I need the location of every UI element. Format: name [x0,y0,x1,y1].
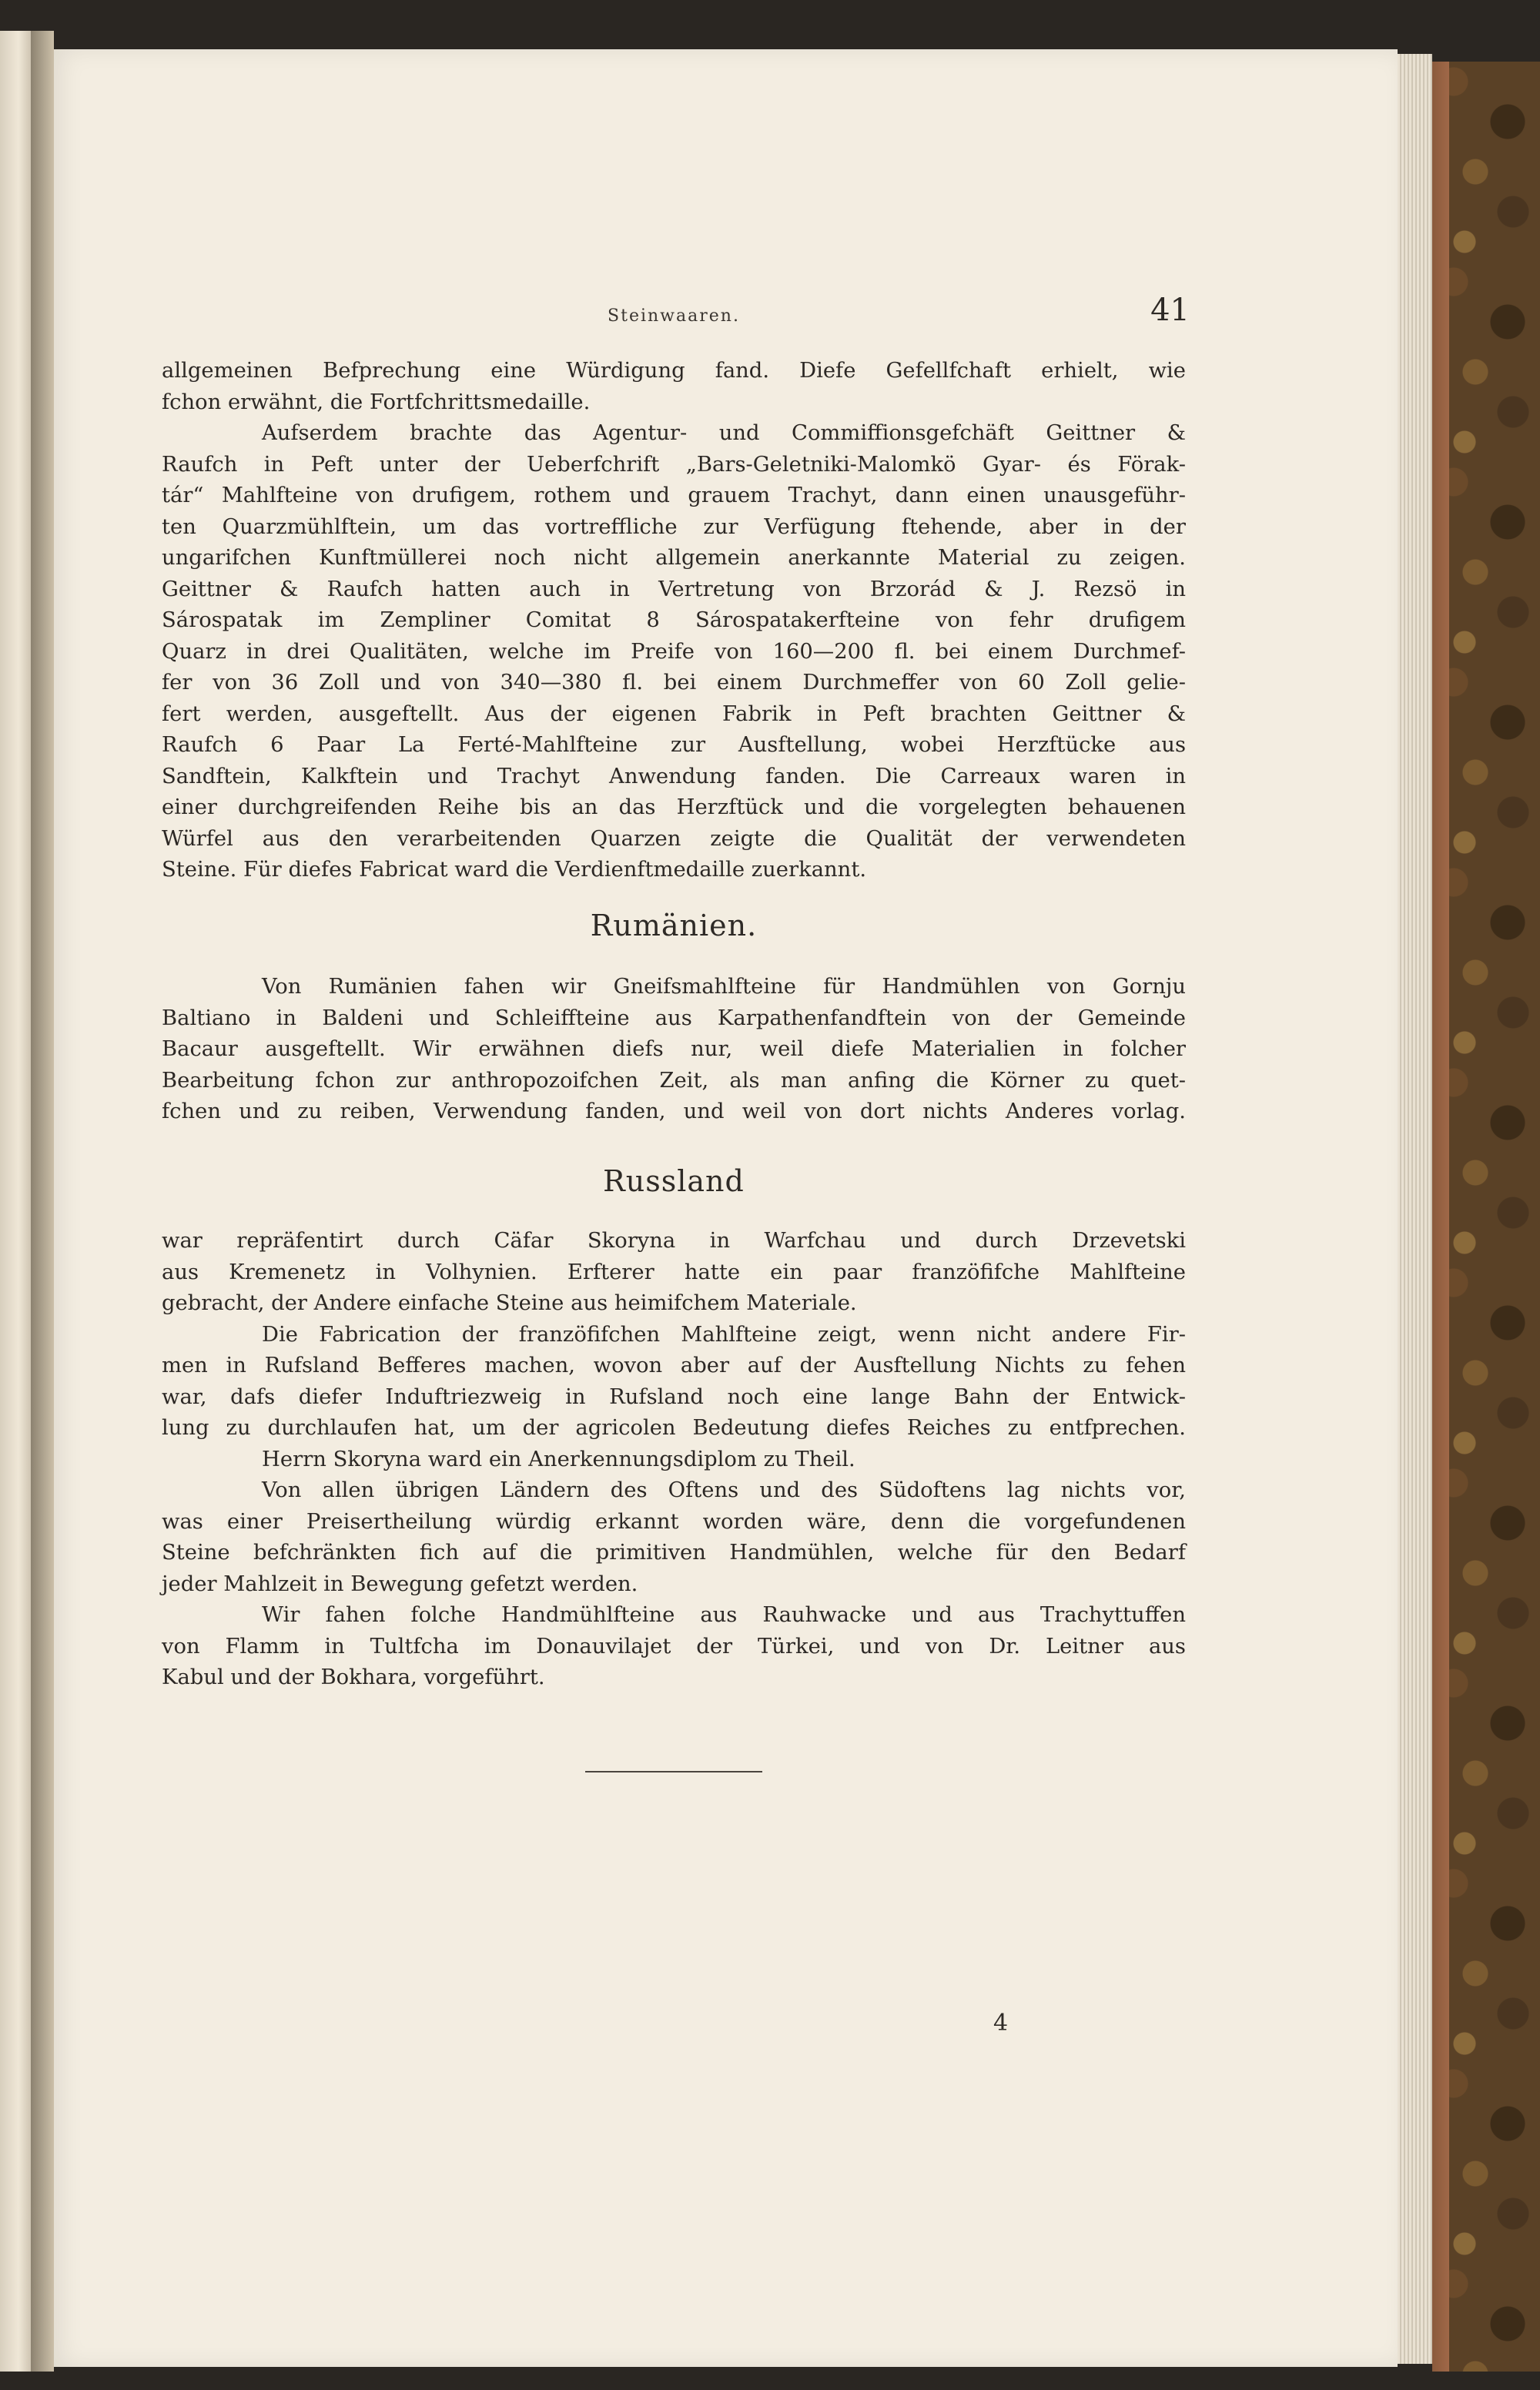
text-line: von Flamm in Tultfcha im Donauvilajet der Türkei, und von Dr. Leitner aus [162,1634,1186,1659]
text-line: fer von 36 Zoll und von 340—380 fl. bei einem Durchmeffer von 60 Zoll gelie- [162,671,1186,695]
text-line: war repräfentirt durch Cäfar Skoryna in Warfchau und durch Drzevetski [162,1229,1186,1253]
section-heading-rumaenien: Rumänien. [590,909,758,942]
text-line: fert werden, ausgeftellt. Aus der eigenen Fabrik in Peft brachten Geittner & [162,701,1186,726]
text-line: Raufch 6 Paar La Ferté-Mahlfteine zur Ausftellung, wobei Herzftücke aus [162,733,1186,757]
page-edges [1398,54,1432,2364]
text-line: Steine befchränkten fich auf die primitiven Handmühlen, welche für den Bedarf [162,1541,1186,1565]
text-line: jeder Mahlzeit in Bewegung gefetzt werden. [162,1572,638,1596]
paragraph-block-1 [162,356,1186,886]
text-line: Bearbeitung fchon zur anthropozoifchen Zeit, als man anfing die Körner zu quet- [162,1068,1186,1093]
text-line: gebracht, der Andere einfache Steine aus heimifchem Materiale. [162,1291,857,1315]
text-line: Kabul und der Bokhara, vorgeführt. [162,1665,545,1689]
text-line: Baltiano in Baldeni und Schleiffteine aus Karpathenfandftein von der Gemeinde [162,1006,1186,1030]
text-line: Würfel aus den verarbeitenden Quarzen zeigte die Qualität der verwendeten [162,826,1186,851]
text-line: einer durchgreifenden Reihe bis an das Herzftück und die vorgelegten behauenen [162,795,1186,819]
text-line: Steine. Für diefes Fabricat ward die Verdienftmedaille zuerkannt. [162,858,867,882]
text-line: fchon erwähnt, die Fortfchrittsmedaille. [162,390,591,414]
text-line: Herrn Skoryna ward ein Anerkennungsdiplom zu Theil. [262,1447,855,1471]
marbled-cover [1432,62,1540,2372]
text-line: ten Quarzmühlftein, um das vortreffliche zur Verfügung ftehende, aber in der [162,514,1186,539]
text-line: allgemeinen Befprechung eine Würdigung fand. Diefe Gefellfchaft erhielt, wie [162,359,1186,383]
text-line: lung zu durchlaufen hat, um der agricolen Bedeutung diefes Reiches zu entfprechen. [162,1416,1186,1440]
text-line: fchen und zu reiben, Verwendung fanden, und weil von dort nichts Anderes vorlag. [162,1100,1186,1123]
text-line: Bacaur ausgeftellt. Wir erwähnen diefs nur, weil diefe Materialien in folcher [162,1037,1186,1061]
text-line: Wir fahen folche Handmühlfteine aus Rauhwacke und aus Trachyttuffen [262,1603,1186,1627]
text-line: men in Rufsland Befferes machen, wovon aber auf der Ausftellung Nichts zu fehen [162,1354,1186,1377]
text-line: Geittner & Raufch hatten auch in Vertretung von Brzorád & J. Rezsö in [162,577,1186,601]
end-rule [585,1771,762,1772]
paragraph-block-russland [162,1226,1186,1694]
facing-page-edge [0,31,31,2372]
signature-mark: 4 [993,2010,1009,2037]
text-line: Raufch in Peft unter der Ueberfchrift „Bars-Geletniki-Malomkö Gyar- és Förak- [162,452,1186,477]
text-line: Die Fabrication der franzöfifchen Mahlfteine zeigt, wenn nicht andere Fir- [262,1322,1186,1347]
text-line: Sárospatak im Zempliner Comitat 8 Sárospatakerfteine von fehr drufigem [162,608,1186,632]
running-head [162,293,1190,339]
paragraph-block-rumaenien [162,972,1186,1128]
text-line: ungarifchen Kunftmüllerei noch nicht allgemein anerkannte Material zu zeigen. [162,546,1186,570]
text-line: Sandftein, Kalkftein und Trachyt Anwendung fanden. Die Carreaux waren in [162,764,1186,788]
text-line: war, dafs diefer Induftriezweig in Rufsland noch eine lange Bahn der Entwick- [162,1384,1186,1409]
running-head-title: Steinwaaren. [608,306,740,326]
section-heading-russland: Russland [603,1164,745,1198]
book-gutter [31,31,54,2372]
text-line: Quarz in drei Qualitäten, welche im Preife von 160—200 fl. bei einem Durchmef- [162,639,1186,664]
text-line: Von Rumänien fahen wir Gneifsmahlfteine für Handmühlen von Gornju [262,975,1186,999]
text-line: was einer Preisertheilung würdig erkannt worden wäre, denn die vorgefundenen [162,1509,1186,1534]
text-line: tár“ Mahlfteine von drufigem, rothem und grauem Trachyt, dann einen unausgeführ- [162,484,1186,507]
page-number: 41 [1150,293,1190,328]
text-line: Von allen übrigen Ländern des Oftens und des Südoftens lag nichts vor, [262,1478,1186,1502]
text-line: aus Kremenetz in Volhynien. Erfterer hatte ein paar franzöfifche Mahlfteine [162,1260,1186,1284]
text-line: Aufserdem brachte das Agentur- und Commiffionsgefchäft Geittner & [262,421,1186,445]
